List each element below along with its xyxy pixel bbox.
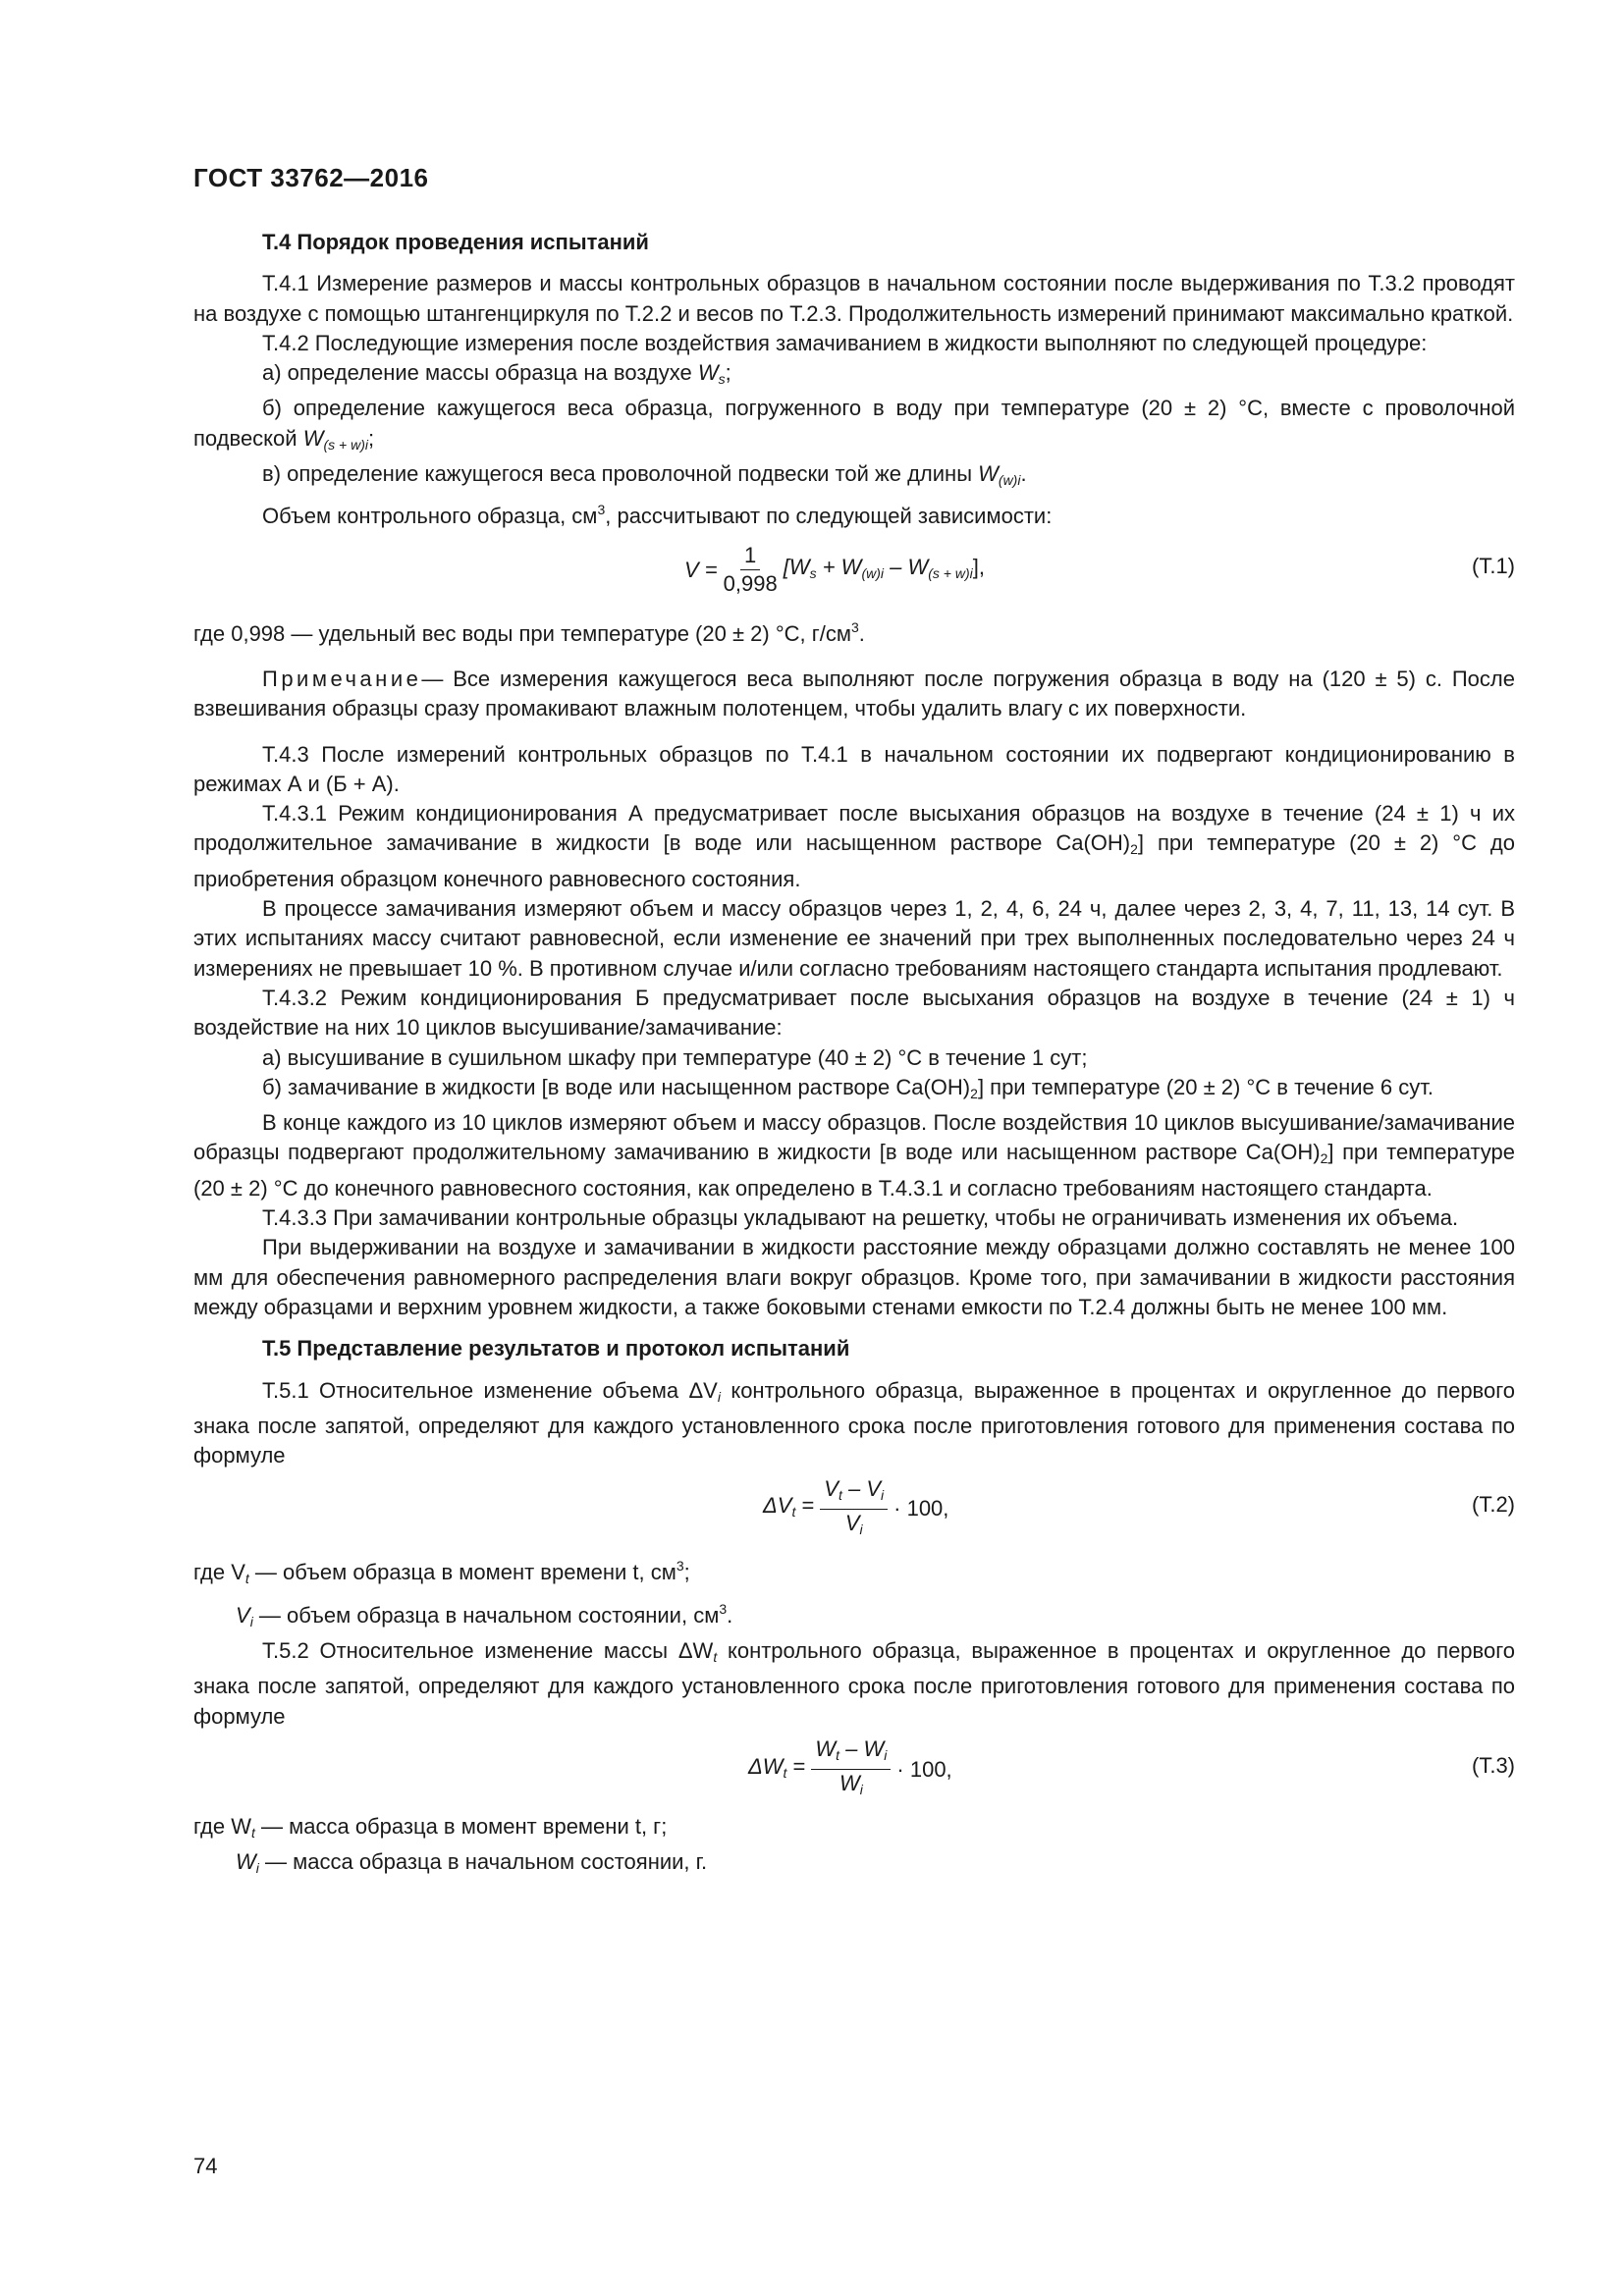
section-heading-t4: Т.4 Порядок проведения испытаний	[262, 230, 649, 254]
paragraph-t432-end: В конце каждого из 10 циклов измеряют объем и массу образцов. После воздействия 10 циклов высушивание/замачивание образцы подвергают продолжительному замачиванию в жидкости [в воде или насыщенном растворе $Ca(OH)_2$] при температуре (20 ± 2) °С до конечного равновесного состояния, как определено в Т.4.3.1 и согласно требованиям настоящего стандарта.	[193, 1110, 1515, 1201]
note-label: Примечание	[262, 666, 422, 691]
formula-t2-lhs: $\Delta V_t$ =	[763, 1493, 815, 1521]
paragraph-t431: Т.4.3.1 Режим кондиционирования А предусматривает после высыхания образцов на воздухе в течение (24 ± 1) ч их продолжительное замачивание в жидкости [в воде или насыщенном растворе $Ca(OH)_2$] при температуре (20 ± 2) °С до приобретения образцом конечного равновесного состояния.	[193, 801, 1515, 891]
formula-t2-fraction: $\frac{V_t - V_i}{V_i}$	[820, 1476, 888, 1542]
paragraph-t432-b: б) замачивание в жидкости [в воде или насыщенном растворе $Ca(OH)_2$] при температуре (20 ± 2) °С в течение 6 сут.	[262, 1074, 1434, 1101]
formula-t2-tail: · 100,	[893, 1496, 949, 1522]
formula-t1	[193, 538, 1515, 603]
formula-t3-number: (Т.3)	[1472, 1752, 1515, 1778]
where-t1: где 0,998 — удельный вес воды при температуре (20 ± 2) °С, $г/см^3$.	[193, 618, 865, 646]
paragraph-t42: Т.4.2 Последующие измерения после воздействия замачиванием в жидкости выполняют по следующей процедуре:	[262, 330, 1428, 355]
formula-t2-number: (Т.2)	[1472, 1492, 1515, 1518]
paragraph-t52: Т.5.2 Относительное изменение массы $\Delta W_t$ контрольного образца, выраженное в процентах и округленное до первого знака после запятой, определяют для каждого установленного срока после приготовления готового для применения состава по формуле	[193, 1637, 1515, 1729]
paragraph-t432: Т.4.3.2 Режим кондиционирования Б предусматривает после высыхания образцов на воздухе в течение (24 ± 1) ч воздействие на них 10 циклов высушивание/замачивание:	[193, 985, 1515, 1041]
paragraph-t432-a: а) высушивание в сушильном шкафу при температуре (40 ± 2) °С в течение 1 сут;	[262, 1044, 1088, 1070]
paragraph-t51: Т.5.1 Относительное изменение объема $\Delta V_i$ контрольного образца, выраженное в процентах и округленное до первого знака после запятой, определяют для каждого установленного срока после приготовления готового для применения состава по формуле	[193, 1377, 1516, 1468]
formula-t1-number: (Т.1)	[1472, 553, 1515, 578]
list-item-b: б) определение кажущегося веса образца, погруженного в воду при температуре (20 ± 2) °С, вместе с проволочной подвеской $W_{(s + w)i}$;	[193, 396, 1515, 453]
paragraph-t433-2: При выдерживании на воздухе и замачивании в жидкости расстояние между образцами должно составлять не менее 100 мм для обеспечения равномерного распределения влаги вокруг образцов. Кроме того, при замачивании в жидкости расстояния между образцами и верхним уровнем жидкости, а также боковыми стенами емкости по Т.2.4 должны быть не менее 100 мм.	[193, 1235, 1515, 1319]
section-heading-t5: Т.5 Представление результатов и протокол испытаний	[262, 1336, 850, 1362]
formula-t2	[193, 1476, 1515, 1541]
note: Примечание— Все измерения кажущегося веса выполняют после погружения образца в воду на (120 ± 5) с. После взвешивания образцы сразу промакивают влажным полотенцем, чтобы удалить влагу с их поверхности.	[193, 666, 1515, 721]
where-t3-wt: где $W_t$ — масса образца в момент времени t, г;	[193, 1813, 668, 1841]
formula-t3-tail: · 100,	[896, 1756, 952, 1782]
formula-t1-rhs: $[W_s + W_{(w)i} - W_{(s + w)i}]$,	[783, 554, 985, 581]
formula-t3	[193, 1737, 1515, 1802]
where-t2-vt: где $V_t$ — объем образца в момент времени t, $см^3$;	[193, 1558, 690, 1587]
page-number: 74	[193, 2154, 218, 2178]
formula-t1-lhs: V =	[684, 557, 718, 582]
formula-t3-lhs: $\Delta W_t$ =	[748, 1753, 806, 1781]
document-header: ГОСТ 33762—2016	[193, 163, 429, 192]
page-content	[193, 228, 1515, 1883]
where-t3-wi: $W_i$ — масса образца в начальном состоянии, г.	[236, 1849, 708, 1877]
formula-t1-fraction: $\frac{1}{0,998}$	[723, 543, 778, 597]
paragraph-t431-2: В процессе замачивания измеряют объем и массу образцов через 1, 2, 4, 6, 24 ч, далее через 2, 3, 4, 7, 11, 13, 14 сут. В этих испытаниях массу считают равновесной, если изменение ее значений при трех выполненных последовательно через 24 ч измерениях не превышает 10 %. В противном случае и/или согласно требованиям настоящего стандарта испытания продлевают.	[193, 896, 1515, 981]
paragraph-t433: Т.4.3.3 При замачивании контрольные образцы укладывают на решетку, чтобы не ограничивать изменения их объема.	[262, 1205, 1459, 1231]
volume-intro: Объем контрольного образца, $см^3$, рассчитывают по следующей зависимости:	[262, 502, 1053, 529]
paragraph-t43: Т.4.3 После измерений контрольных образцов по Т.4.1 в начальном состоянии их подвергают кондиционированию в режимах А и (Б + А).	[193, 741, 1515, 796]
paragraph-t41: Т.4.1 Измерение размеров и массы контрольных образцов в начальном состоянии после выдерживания по Т.3.2 проводят на воздухе с помощью штангенциркуля по Т.2.2 и весов по Т.2.3. Продолжительность измерений принимают максимально краткой.	[193, 271, 1515, 326]
where-t2-vi: $V_i$ — объем образца в начальном состоянии, $см^3$.	[236, 1600, 733, 1629]
list-item-a: а) определение массы образца на воздухе $W_s$;	[262, 360, 731, 388]
list-item-c: в) определение кажущегося веса проволочной подвески той же длины $W_{(w)i}$.	[262, 461, 1027, 489]
formula-t3-fraction: $\frac{W_t - W_i}{W_i}$	[811, 1736, 891, 1802]
